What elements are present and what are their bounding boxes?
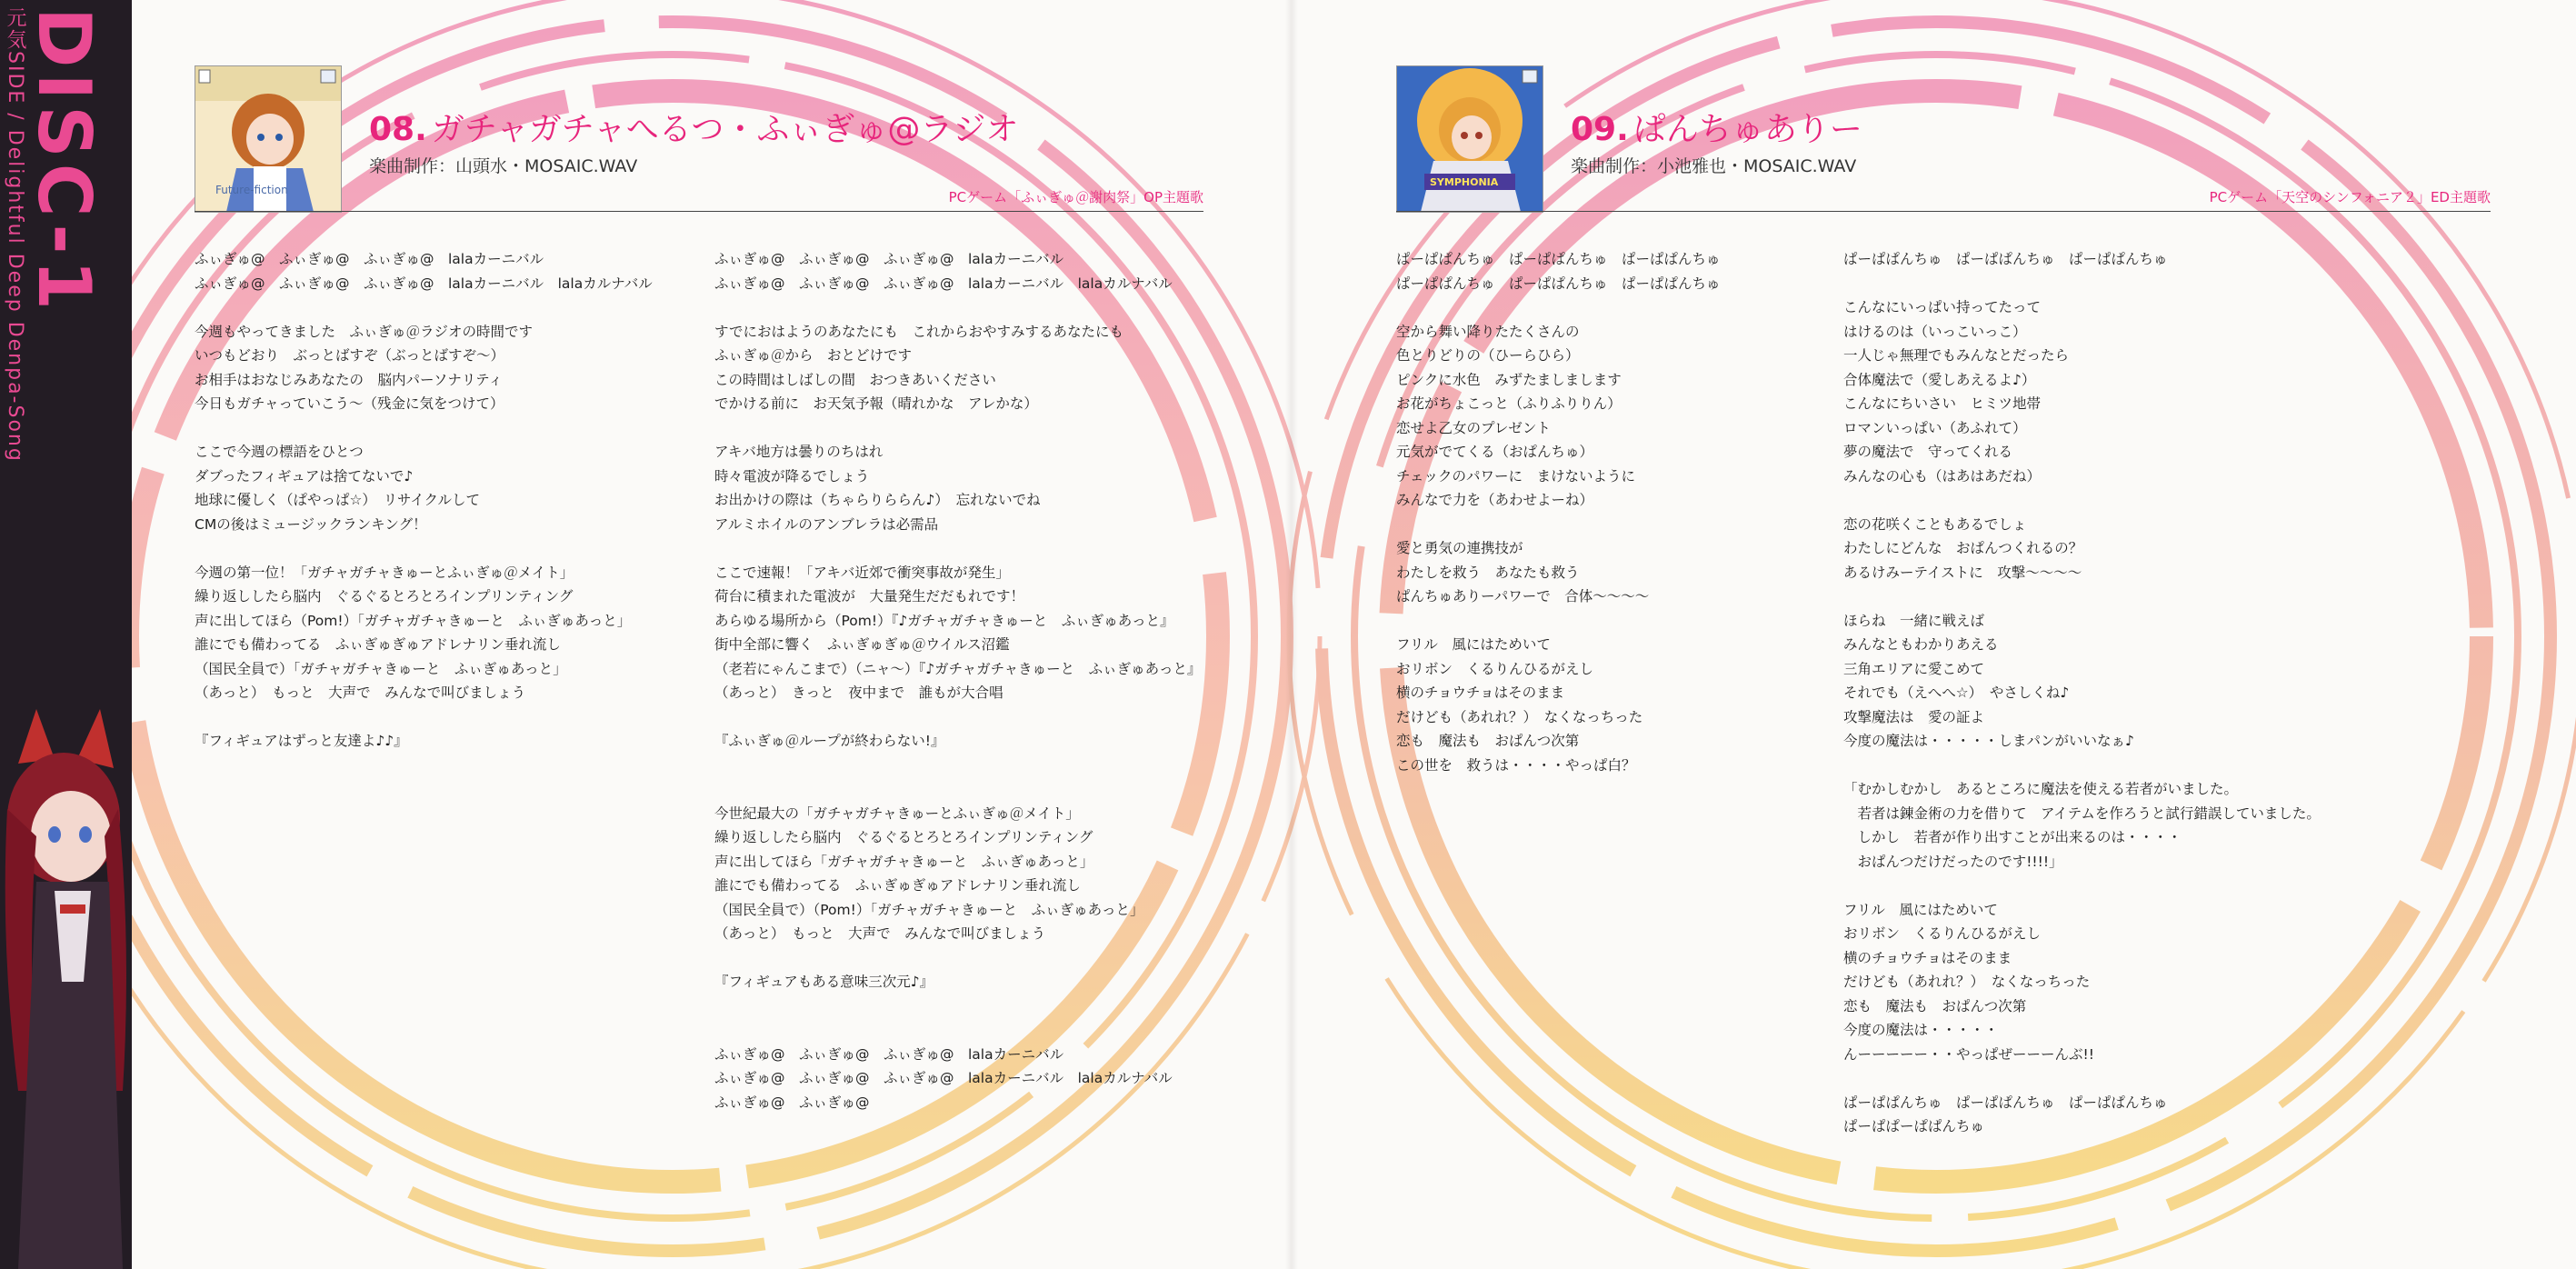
album-cover bbox=[195, 65, 342, 213]
song-tieup: PCゲーム「ふぃぎゅ＠謝肉祭」OP主題歌 bbox=[948, 189, 1203, 205]
lyrics-column: ふぃぎゅ@ ふぃぎゅ@ ふぃぎゅ@ lalaカーニバル ふぃぎゅ@ ふぃぎゅ@ ふぃぎゅ@ lalaカーニバル lalaカルナバル すでにおはようのあなたにも これからおやすみするあなたにも ふぃぎゅ＠から おとどけです この時間はしばしの間 おつきあいください でかける前に お天気予報（晴れかな アレかな） アキバ地方は曇りのちはれ 時々電波が降るでしょう お出かけの際は（ちゃらりららん♪） 忘れないでね アルミホイルのアンブレラは必需品 ここで速報！「アキバ近郊で衝突事故が発生」 荷台に積まれた電波が 大量発生だだもれです！ あらゆる場所から（Pom!）『♪ガチャガチャきゅーと ふぃぎゅあっと』 街中全部に響く ふぃぎゅぎゅ＠ウイルス沼鑑 （老若にゃんこまで）（ニャ〜）『♪ガチャガチャきゅーと ふぃぎゅあっと』 （あっと） きっと 夜中まで 誰もが大合唱 『ふぃぎゅ＠ループが終わらない!』 今世紀最大の「ガチャガチャきゅーとふぃぎゅ＠メイト」 繰り返ししたら脳内 ぐるぐるとろとろインプリンティング 声に出してほら「ガチャガチャきゅーと ふぃぎゅあっと」 誰にでも備わってる ふぃぎゅぎゅアドレナリン垂れ流し （国民全員で）（Pom!）「ガチャガチャきゅーと ふぃぎゅあっと」 （あっと） もっと 大声で みんなで叫びましょう 『フィギュアもある意味三次元♪』 ふぃぎゅ@ ふぃぎゅ@ ふぃぎゅ@ lalaカーニバル ふぃぎゅ@ ふぃぎゅ@ ふぃぎゅ@ lalaカーニバル lalaカルナバル ふぃぎゅ@ ふぃぎゅ@ bbox=[714, 251, 1202, 1111]
song-tieup: PCゲーム「天空のシンフォニア２」ED主題歌 bbox=[2209, 189, 2491, 205]
track-number: 08. bbox=[369, 111, 427, 148]
song-08 bbox=[195, 65, 1203, 215]
album-cover bbox=[1396, 65, 1543, 213]
heading-rule bbox=[1396, 211, 2491, 212]
track-number: 09. bbox=[1571, 111, 1629, 148]
song-09 bbox=[1396, 65, 2491, 215]
lyrics-column: ぱーぱぱんちゅ ぱーぱぱんちゅ ぱーぱぱんちゅ こんなにいっぱい持ってたって はけるのは（いっこいっこ） 一人じゃ無理でもみんなとだったら 合体魔法で（愛しあえるよ♪） こんなにちいさい ヒミツ地帯 ロマンいっぱい（あふれて） 夢の魔法で 守ってくれる みんなの心も（はあはあだね） 恋の花咲くこともあるでしょ わたしにどんな おぱんつくれるの？ あるけみーテイストに 攻撃〜〜〜〜 ほらね 一緒に戦えば みんなともわかりあえる 三角エリアに愛こめて それでも（えへへ☆） やさしくね♪ 攻撃魔法は 愛の証よ 今度の魔法は・・・・・しまパンがいいなぁ♪ 「むかしむかし あるところに魔法を使える若者がいました。 若者は錬金術の力を借りて アイテムを作ろうと試行錯誤していました。 しかし 若者が作り出すことが出来るのは・・・・ おぱんつだけだったのです!!!!」 フリル 風にはためいて おリボン くるりんひるがえし 横のチョウチョはそのまま だけども（あれれ？） なくなっちった 恋も 魔法も おぱんつ次第 今度の魔法は・・・・・ んーーーーー・・やっぱぜーーーんぶ!! ぱーぱぱんちゅ ぱーぱぱんちゅ ぱーぱぱんちゅ ぱーぱぱーぱぱんちゅ bbox=[1843, 251, 2321, 1134]
song-heading bbox=[1571, 104, 1862, 150]
svg-text:SYMPHONIA: SYMPHONIA bbox=[1430, 176, 1499, 188]
disc-subtitle: 元気SIDE / Delightful Deep Denpa-Song bbox=[4, 7, 26, 463]
song-credit: 楽曲制作：小池雅也・MOSAIC.WAV bbox=[1571, 156, 1857, 176]
anime-girl-cover-art-icon bbox=[195, 66, 341, 212]
lyrics-column: ぱーぱぱんちゅ ぱーぱぱんちゅ ぱーぱぱんちゅ ぱーぱぱんちゅ ぱーぱぱんちゅ ぱーぱぱんちゅ 空から舞い降りたたくさんの 色とりどりの（ひーらひら） ピンクに水色 みずたましまします お花がちょこっと（ふりふりりん） 恋せよ乙女のプレゼント 元気がでてくる（おぱんちゅ） チェックのパワーに まけないように みんなで力を（あわせよーね） 愛と勇気の連携技が わたしを救う あなたも救う ぱんちゅありーパワーで 合体〜〜〜〜 フリル 風にはためいて おリボン くるりんひるがえし 横のチョウチョはそのまま だけども（あれれ？） なくなっちった 恋も 魔法も おぱんつ次第 この世を 救うは・・・・やっぱ白？ bbox=[1396, 251, 1721, 774]
disc-label bbox=[2, 7, 106, 463]
lyrics-column: ふぃぎゅ@ ふぃぎゅ@ ふぃぎゅ@ lalaカーニバル ふぃぎゅ@ ふぃぎゅ@ ふぃぎゅ@ lalaカーニバル lalaカルナバル 今週もやってきました ふぃぎゅ＠ラジオの時間です いつもどおり ぶっとばすぞ（ぶっとばすぞ〜） お相手はおなじみあなたの 脳内パーソナリティ 今日もガチャっていこう〜（残金に気をつけて） ここで今週の標語をひとつ ダブったフィギュアは捨てないで♪ 地球に優しく（ぱやっぱ☆） リサイクルして CMの後はミュージックランキング！ 今週の第一位！「ガチャガチャきゅーとふぃぎゅ＠メイト」 繰り返ししたら脳内 ぐるぐるとろとろインプリンティング 声に出してほら（Pom!）「ガチャガチャきゅーと ふぃぎゅあっと」 誰にでも備わってる ふぃぎゅぎゅアドレナリン垂れ流し （国民全員で）「ガチャガチャきゅーと ふぃぎゅあっと」 （あっと） もっと 大声で みんなで叫びましょう 『フィギュアはずっと友達よ♪♪』 bbox=[195, 251, 653, 749]
svg-text:Future-fiction: Future-fiction bbox=[215, 184, 288, 196]
character-illustration-icon bbox=[0, 709, 132, 1269]
disc-title: DISC-1 bbox=[22, 7, 106, 316]
song-title: ガチャガチャへるつ・ふぃぎゅ@ラジオ bbox=[431, 111, 1019, 148]
page-fold bbox=[1285, 0, 1298, 1269]
disc-spine bbox=[0, 0, 132, 1269]
song-credit: 楽曲制作：山頭水・MOSAIC.WAV bbox=[369, 156, 638, 176]
anime-girl-cover-art-icon bbox=[1397, 66, 1543, 212]
song-title: ぱんちゅありー bbox=[1632, 111, 1862, 148]
song-heading bbox=[369, 104, 1018, 150]
heading-rule bbox=[195, 211, 1203, 212]
